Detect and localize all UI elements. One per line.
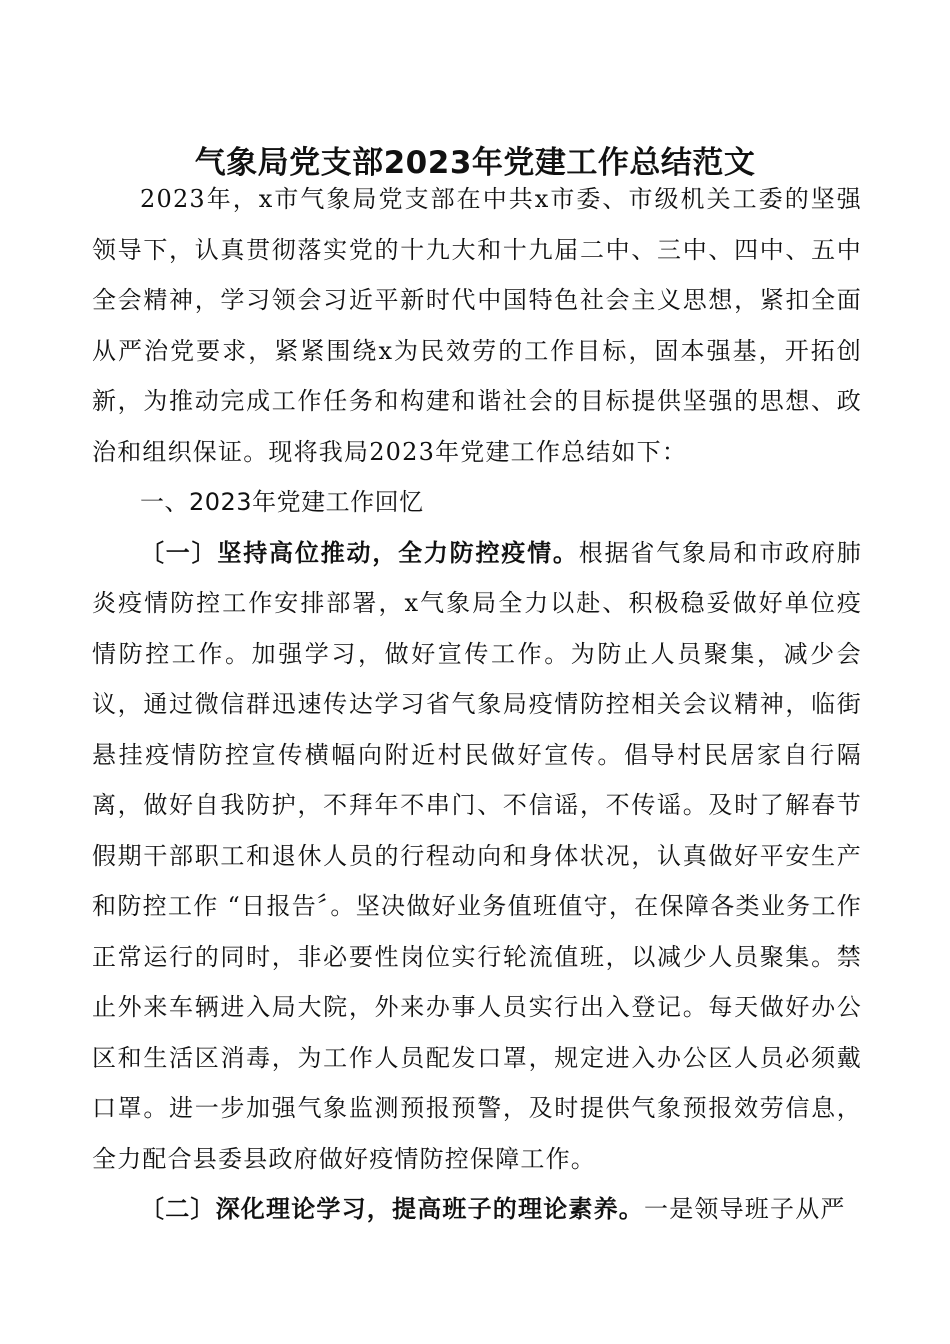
item-text-2: 一是领导班子从严 xyxy=(644,1195,846,1223)
item-paragraph-1 xyxy=(92,528,862,1185)
item-lead-2: 〔二〕深化理论学习，提高班子的理论素养。 xyxy=(140,1195,644,1223)
section-heading: 一、2023年党建工作回忆 xyxy=(140,488,424,516)
intro-paragraph: 2023年，x市气象局党支部在中共x市委、市级机关工委的坚强领导下，认真贯彻落实党的十九大和十九届二中、三中、四中、五中全会精神，学习领会习近平新时代中国特色社会主义思想，紧扣全面从严治党要求，紧紧围绕x为民效劳的工作目标，固本强基，开拓创新，为推动完成工作任务和构建和谐社会的目标提供坚强的思想、政治和组织保证。现将我局2023年党建工作总结如下： xyxy=(92,185,862,466)
document-body xyxy=(92,174,862,1235)
item-paragraph-2 xyxy=(92,1184,862,1235)
document-title: 气象局党支部2023年党建工作总结范文 xyxy=(194,145,756,181)
item-lead-1: 〔一〕坚持高位推动，全力防控疫情。 xyxy=(140,538,579,567)
item-text-1: 根据省气象局和市政府肺炎疫情防控工作安排部署，x气象局全力以赴、积极稳妥做好单位疫情防控工作。加强学习，做好宣传工作。为防止人员聚集，减少会议，通过微信群迅速传达学习省气象局疫情防控相关会议精神，临街悬挂疫情防控宣传横幅向附近村民做好宣传。倡导村民居家自行隔离，做好自我防护，不拜年不串门、不信谣，不传谣。及时了解春节假期干部职工和退休人员的行程动向和身体状况，认真做好平安生产和防控工作 “日报告〞。坚决做好业务值班值守，在保障各类业务工作正常运行的同时，非必要性岗位实行轮流值班，以减少人员聚集。禁止外来车辆进入局大院，外来办事人员实行出入登记。每天做好办公区和生活区消毒，为工作人员配发口罩，规定进入办公区人员必须戴口罩。进一步加强气象监测预报预警，及时提供气象预报效劳信息，全力配合县委县政府做好疫情防控保障工作。 xyxy=(92,538,862,1173)
